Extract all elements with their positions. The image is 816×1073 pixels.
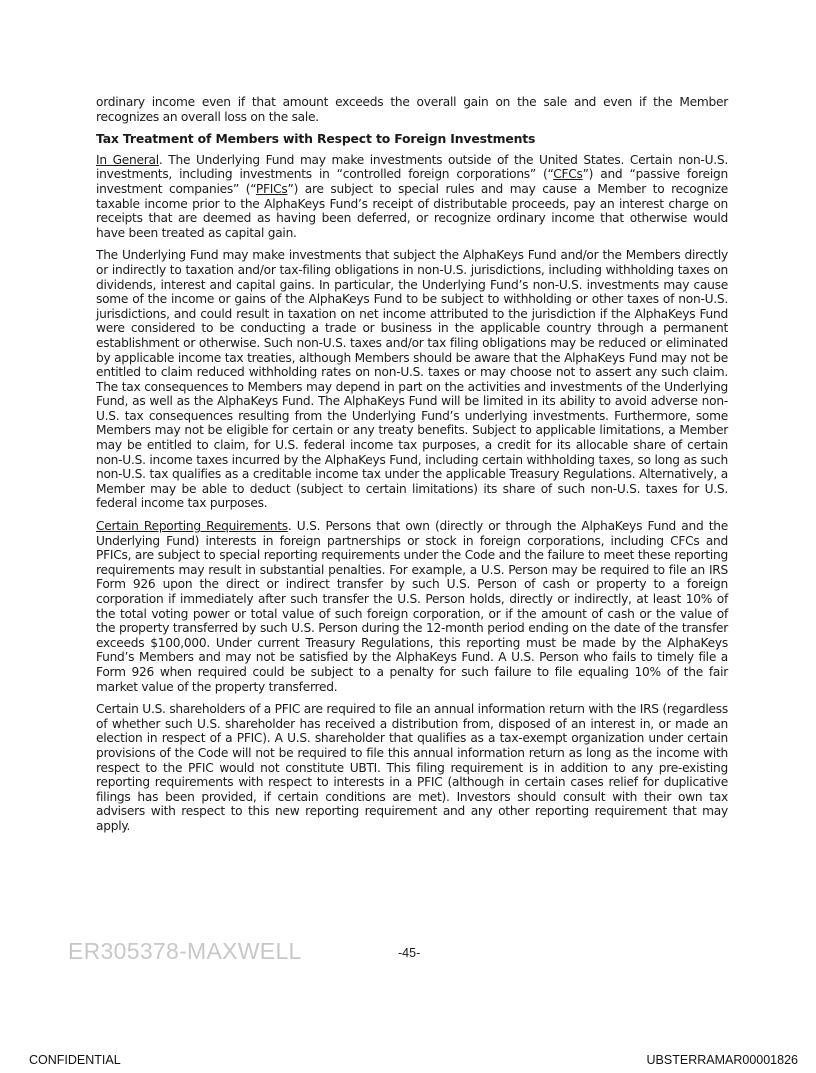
general-paragraph: [96, 153, 728, 241]
general-text-1: . The Underlying Fund may make investments outside of the United States. Certain non-U.S. investments, including investments in “controlled foreign corporations” (“: [96, 152, 728, 182]
general-text-2: ”) and “passive foreign investment companies” (“: [96, 167, 728, 196]
document-body: [96, 95, 728, 842]
reporting-paragraph: [96, 519, 728, 694]
general-label: In General: [96, 152, 159, 167]
confidential-label: CONFIDENTIAL: [29, 1053, 121, 1067]
bates-stamp: ER305378-MAXWELL: [68, 938, 302, 964]
cfc-term: CFCs: [553, 167, 583, 182]
control-number: UBSTERRAMAR00001826: [646, 1053, 798, 1067]
pfic-filing-paragraph: Certain U.S. shareholders of a PFIC are required to file an annual information return with the IRS (regardless of whether such U.S. shareholder has received a distribution from, disposed of an interest in, or made an election in respect of a PFIC). A U.S. shareholder that qualifies as a tax-exempt organization under certain provisions of the Code will not be required to file this annual information return as long as the income with respect to the PFIC would not constitute UBTI. This filing requirement is in addition to any pre-existing reporting requirements with respect to interests in a PFIC (although in certain cases relief for duplicative filings has been provided, if certain conditions are met). Investors should consult with their own tax advisers with respect to this new reporting requirement and any other reporting requirement that may apply.: [96, 702, 728, 833]
intro-paragraph: ordinary income even if that amount exceeds the overall gain on the sale and even if the Member recognizes an overall loss on the sale.: [96, 95, 728, 124]
general-text-3: ”) are subject to special rules and may cause a Member to recognize taxable income prior to the AlphaKeys Fund’s receipt of distributable proceeds, pay an interest charge on receipts that are deemed as having been deferred, or recognize ordinary income that otherwise would have been treated as capital gain.: [96, 181, 728, 240]
page-number: -45-: [398, 946, 421, 960]
reporting-text: . U.S. Persons that own (directly or through the AlphaKeys Fund and the Underlying Fund) interests in foreign partnerships or stock in foreign corporations, including CFCs and PFICs, are subject to special reporting requirements under the Code and the failure to meet these reporting requirements may result in substantial penalties. For example, a U.S. Person may be required to file an IRS Form 926 upon the direct or indirect transfer by such U.S. Person of cash or property to a foreign corporation if immediately after such transfer the U.S. Person holds, directly or indirectly, at least 10% of the total voting power or total value of such foreign corporation, or if the amount of cash or the value of the property transferred by such U.S. Person during the 12-month period ending on the date of the transfer exceeds $100,000. Under current Treasury Regulations, this reporting must be made by the AlphaKeys Fund’s Members and may not be satisfied by the AlphaKeys Fund. A U.S. Person who fails to timely file a Form 926 when required could be subject to a penalty for such failure to file equaling 10% of the fair market value of the property transferred.: [96, 519, 728, 694]
reporting-label: Certain Reporting Requirements: [96, 519, 288, 534]
pfic-term: PFICs: [255, 181, 288, 196]
section-heading: Tax Treatment of Members with Respect to Foreign Investments: [96, 131, 536, 147]
withholding-paragraph: The Underlying Fund may make investments that subject the AlphaKeys Fund and/or the Members directly or indirectly to taxation and/or tax-filing obligations in non-U.S. jurisdictions, including withholding taxes on dividends, interest and capital gains. In particular, the Underlying Fund’s non-U.S. investments may cause some of the income or gains of the AlphaKeys Fund to be subject to withholding or other taxes of non-U.S. jurisdictions, and could result in taxation on net income attributed to the jurisdiction if the AlphaKeys Fund were considered to be conducting a trade or business in the applicable country through a permanent establishment or otherwise. Such non-U.S. taxes and/or tax filing obligations may be reduced or eliminated by applicable income tax treaties, although Members should be aware that the AlphaKeys Fund may not be entitled to claim reduced withholding rates on non-U.S. taxes or may choose not to assert any such claim. The tax consequences to Members may depend in part on the activities and investments of the Underlying Fund, as well as the AlphaKeys Fund. The AlphaKeys Fund will be limited in its ability to avoid adverse non-U.S. tax consequences resulting from the Underlying Fund’s underlying investments. Furthermore, some Members may not be eligible for certain or any treaty benefits. Subject to applicable limitations, a Member may be entitled to claim, for U.S. federal income tax purposes, a credit for its allocable share of certain non-U.S. income taxes incurred by the AlphaKeys Fund, including certain withholding taxes, so long as such non-U.S. tax qualifies as a creditable income tax under the applicable Treasury Regulations. Alternatively, a Member may be able to deduct (subject to certain limitations) its share of such non-U.S. taxes for U.S. federal income tax purposes.: [96, 248, 728, 511]
